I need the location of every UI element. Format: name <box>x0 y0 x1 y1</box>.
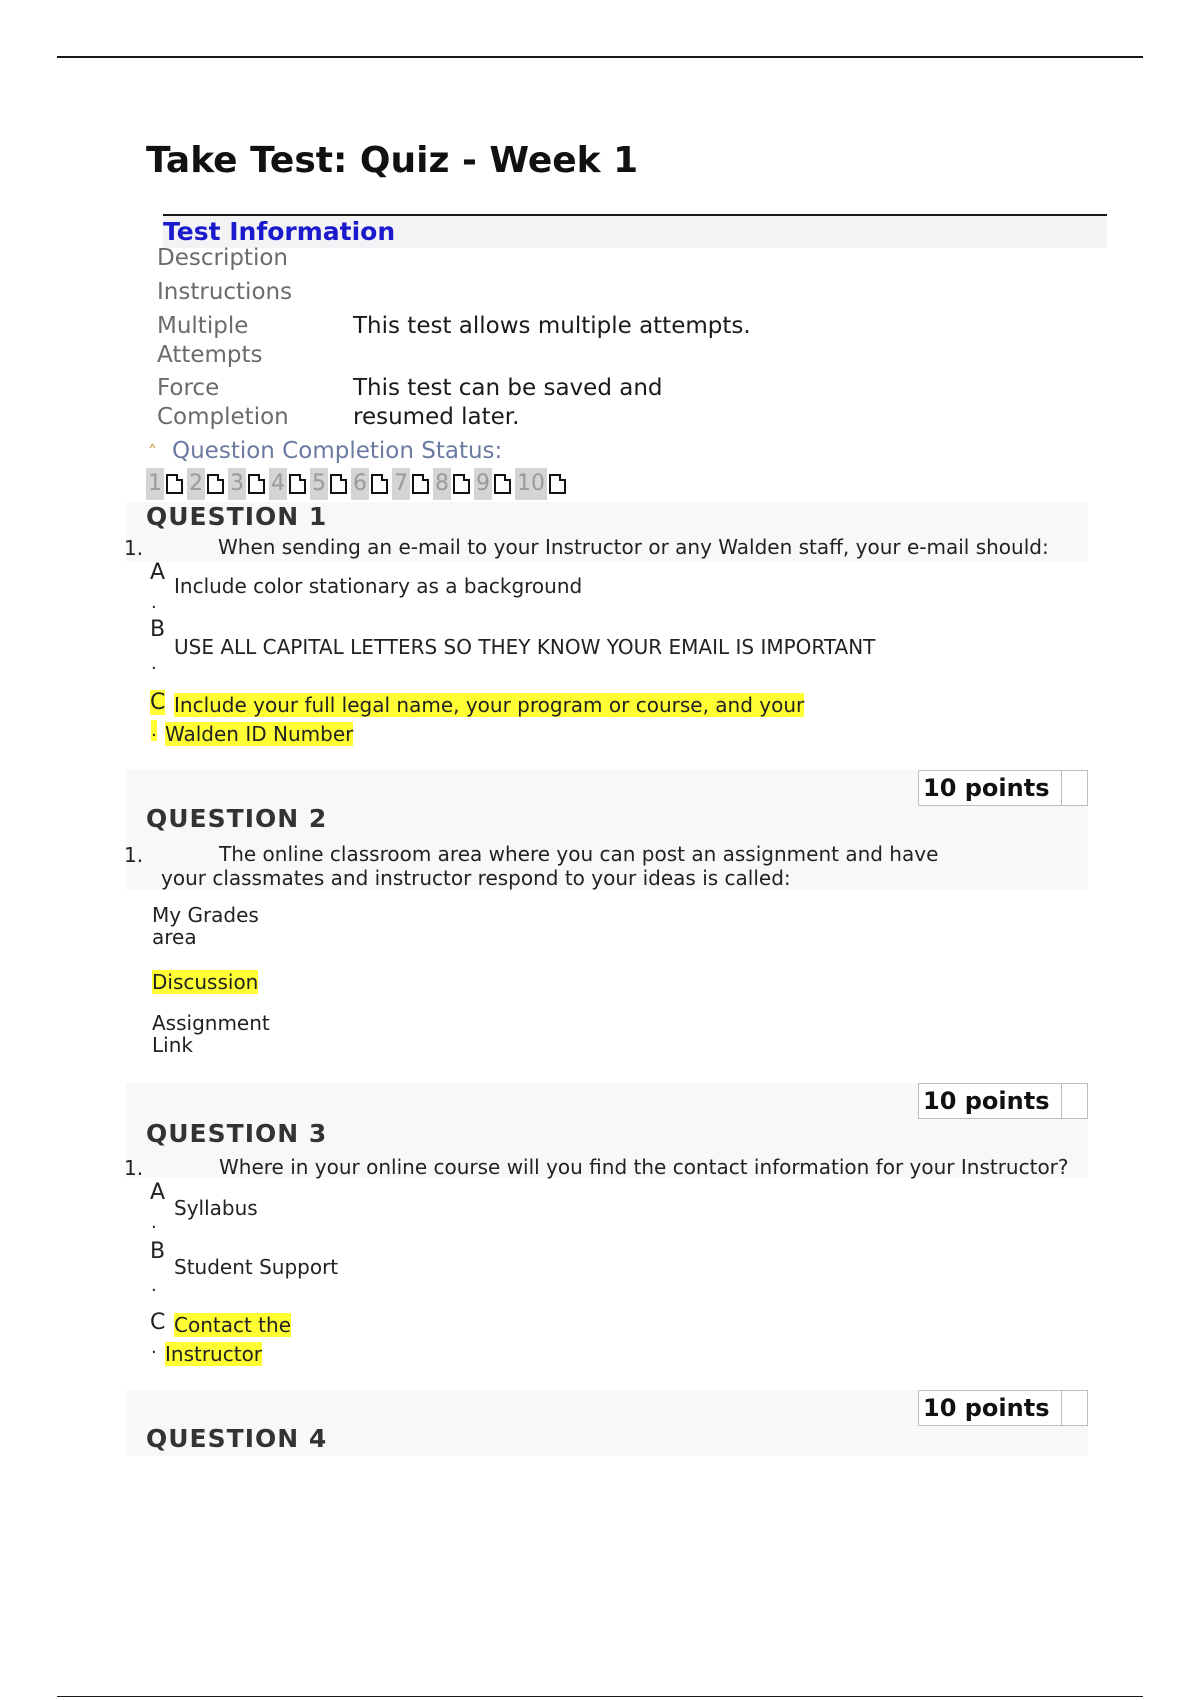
question-nav-number: 9 <box>474 468 492 500</box>
answer-line: Walden ID Number <box>165 722 354 746</box>
answer-option-correct[interactable] <box>152 968 258 996</box>
answer-letter-dot: . <box>151 720 157 741</box>
answer-letter-dot: . <box>151 1275 157 1296</box>
question-nav-item[interactable] <box>146 468 185 500</box>
question-title: QUESTION 4 <box>146 1424 328 1453</box>
question-number: 1. <box>124 843 144 867</box>
question-number: 1. <box>124 536 144 560</box>
info-label: Multiple Attempts <box>157 313 263 368</box>
page-title: Take Test: Quiz - Week 1 <box>146 140 639 181</box>
answer-letter: A <box>150 560 166 585</box>
page-icon <box>330 474 347 494</box>
question-nav-number: 3 <box>228 468 246 500</box>
page-icon <box>453 474 470 494</box>
info-label: Force Completion <box>157 375 289 430</box>
answer-letter: C <box>150 690 166 715</box>
answer-letter: A <box>150 1180 166 1205</box>
question-text: Where in your online course will you find the contact information for your Instructor? <box>219 1155 1069 1179</box>
question-nav-number: 10 <box>515 468 547 500</box>
question-text-continued: your classmates and instructor respond to your ideas is called: <box>161 866 791 890</box>
test-information-heading: Test Information <box>163 216 1107 248</box>
answer-option-correct[interactable] <box>174 1311 291 1339</box>
question-nav-item[interactable] <box>392 468 431 500</box>
answer-line: Link <box>152 1033 193 1057</box>
answer-option-correct[interactable] <box>174 691 804 719</box>
points-label: 10 points <box>923 774 1050 802</box>
answer-letter-dot: . <box>151 1337 157 1358</box>
answer-letter-dot: . <box>151 592 157 613</box>
question-nav-item[interactable] <box>515 468 568 500</box>
page-bottom-rule <box>57 1696 1143 1697</box>
answer-line: Include your full legal name, your program or course, and your <box>174 693 805 717</box>
question-number: 1. <box>124 1156 144 1180</box>
answer-option[interactable] <box>152 904 259 948</box>
answer-option[interactable]: Student Support <box>174 1255 339 1279</box>
double-chevron-up-icon[interactable]: ˄ <box>148 442 157 463</box>
question-text: The online classroom area where you can post an assignment and have <box>219 842 939 866</box>
answer-line: area <box>152 925 197 949</box>
answer-option[interactable] <box>152 1012 270 1056</box>
points-label: 10 points <box>923 1087 1050 1115</box>
question-nav-number: 8 <box>433 468 451 500</box>
question-nav-number: 6 <box>351 468 369 500</box>
answer-option-correct-continued[interactable] <box>165 1340 262 1368</box>
page-icon <box>248 474 265 494</box>
question-nav-number: 4 <box>269 468 287 500</box>
page-icon <box>371 474 388 494</box>
points-badge <box>918 1390 1088 1426</box>
question-nav-item[interactable] <box>433 468 472 500</box>
question-nav-number: 1 <box>146 468 164 500</box>
points-badge <box>918 1083 1088 1119</box>
question-completion-status[interactable] <box>148 436 502 468</box>
answer-line: Instructor <box>165 1342 263 1366</box>
question-title: QUESTION 2 <box>146 804 328 833</box>
page-icon <box>207 474 224 494</box>
question-nav-number: 2 <box>187 468 205 500</box>
question-nav-item[interactable] <box>310 468 349 500</box>
info-label: Description <box>157 245 288 271</box>
question-nav-item[interactable] <box>228 468 267 500</box>
points-checkbox[interactable] <box>1061 1390 1087 1426</box>
page-icon <box>549 474 566 494</box>
test-information-panel <box>157 214 1107 430</box>
info-label: Instructions <box>157 279 293 305</box>
answer-letter: B <box>150 617 166 642</box>
info-value: This test allows multiple attempts. <box>353 313 751 339</box>
answer-option[interactable]: Include color stationary as a background <box>174 574 583 598</box>
answer-line: Contact the <box>174 1313 291 1337</box>
answer-letter: C <box>150 1310 166 1335</box>
answer-letter-dot: . <box>151 653 157 674</box>
answer-option-correct-continued[interactable] <box>165 720 353 748</box>
question-nav-item[interactable] <box>269 468 308 500</box>
page-top-rule <box>57 56 1143 58</box>
question-nav-number: 7 <box>392 468 410 500</box>
page-icon <box>412 474 429 494</box>
answer-line: My Grades <box>152 903 259 927</box>
question-title: QUESTION 3 <box>146 1119 328 1148</box>
page-icon <box>166 474 183 494</box>
points-checkbox[interactable] <box>1061 1083 1087 1119</box>
question-completion-status-label: Question Completion Status: <box>172 438 503 464</box>
points-badge <box>918 770 1088 806</box>
answer-line: Assignment <box>152 1011 270 1035</box>
answer-option[interactable]: USE ALL CAPITAL LETTERS SO THEY KNOW YOUR EMAIL IS IMPORTANT <box>174 635 876 659</box>
question-text: When sending an e-mail to your Instructor or any Walden staff, your e-mail should: <box>218 535 1049 559</box>
question-title: QUESTION 1 <box>146 502 328 531</box>
answer-letter: B <box>150 1239 166 1264</box>
page-icon <box>494 474 511 494</box>
question-nav-item[interactable] <box>187 468 226 500</box>
question-nav-item[interactable] <box>474 468 513 500</box>
answer-letter-dot: . <box>151 1212 157 1233</box>
question-nav-number: 5 <box>310 468 328 500</box>
question-nav-item[interactable] <box>351 468 390 500</box>
points-label: 10 points <box>923 1394 1050 1422</box>
answer-option[interactable]: Syllabus <box>174 1196 258 1220</box>
question-navigation <box>146 468 570 500</box>
page-icon <box>289 474 306 494</box>
info-value: This test can be saved and resumed later. <box>353 375 663 430</box>
answer-line: Discussion <box>152 970 259 994</box>
points-checkbox[interactable] <box>1061 770 1087 806</box>
